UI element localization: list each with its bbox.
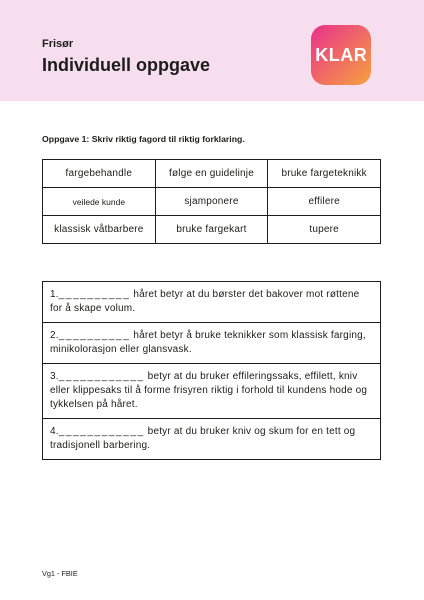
page-title: Individuell oppgave xyxy=(42,55,211,75)
item-number: 2. xyxy=(50,330,59,341)
answer-blank: ____________ xyxy=(58,426,145,437)
word-bank-row xyxy=(43,188,381,216)
word-bank-cell: følge en guidelinje xyxy=(155,160,268,188)
answer-blank: __________ xyxy=(58,289,131,300)
word-bank-cell: fargebehandle xyxy=(43,160,156,188)
word-bank-cell: klassisk våtbarbere xyxy=(43,216,156,244)
word-bank-row xyxy=(43,216,381,244)
logo-text: KLAR xyxy=(315,45,368,65)
word-bank-cell: sjamponere xyxy=(155,188,268,216)
item-text: håret betyr å bruke teknikker som klassisk farging, minikolorasjon eller glansvask. xyxy=(50,330,366,355)
item-number: 4. xyxy=(50,426,59,437)
word-bank-cell: tupere xyxy=(268,216,381,244)
explanation-item xyxy=(43,282,380,323)
word-bank-cell: bruke fargekart xyxy=(155,216,268,244)
explanation-list xyxy=(42,281,381,460)
word-bank-cell: effilere xyxy=(268,188,381,216)
explanation-item xyxy=(43,364,380,419)
item-number: 3. xyxy=(50,371,59,382)
item-text: håret betyr at du børster det bakover mot røttene for å skape volum. xyxy=(50,289,360,314)
answer-blank: ____________ xyxy=(58,371,145,382)
item-text: betyr at du bruker effileringssaks, effilett, kniv eller klippesaks til å forme frisyren riktig i forhold til kundens hode og tykkelsen på håret. xyxy=(50,371,368,410)
explanation-item xyxy=(43,323,380,364)
subject-label: Frisør xyxy=(42,38,74,50)
explanation-item xyxy=(43,419,380,459)
word-bank-row xyxy=(43,160,381,188)
item-text: betyr at du bruker kniv og skum for en tett og tradisjonell barbering. xyxy=(50,426,356,451)
item-number: 1. xyxy=(50,289,59,300)
word-bank-table xyxy=(42,159,381,244)
klar-logo xyxy=(311,25,371,85)
task-instruction: Oppgave 1: Skriv riktig fagord til riktig forklaring. xyxy=(42,134,245,144)
answer-blank: __________ xyxy=(58,330,131,341)
word-bank-cell: veilede kunde xyxy=(43,188,156,216)
word-bank-cell: bruke fargeteknikk xyxy=(268,160,381,188)
footer-code: Vg1 - FBIE xyxy=(42,569,78,578)
